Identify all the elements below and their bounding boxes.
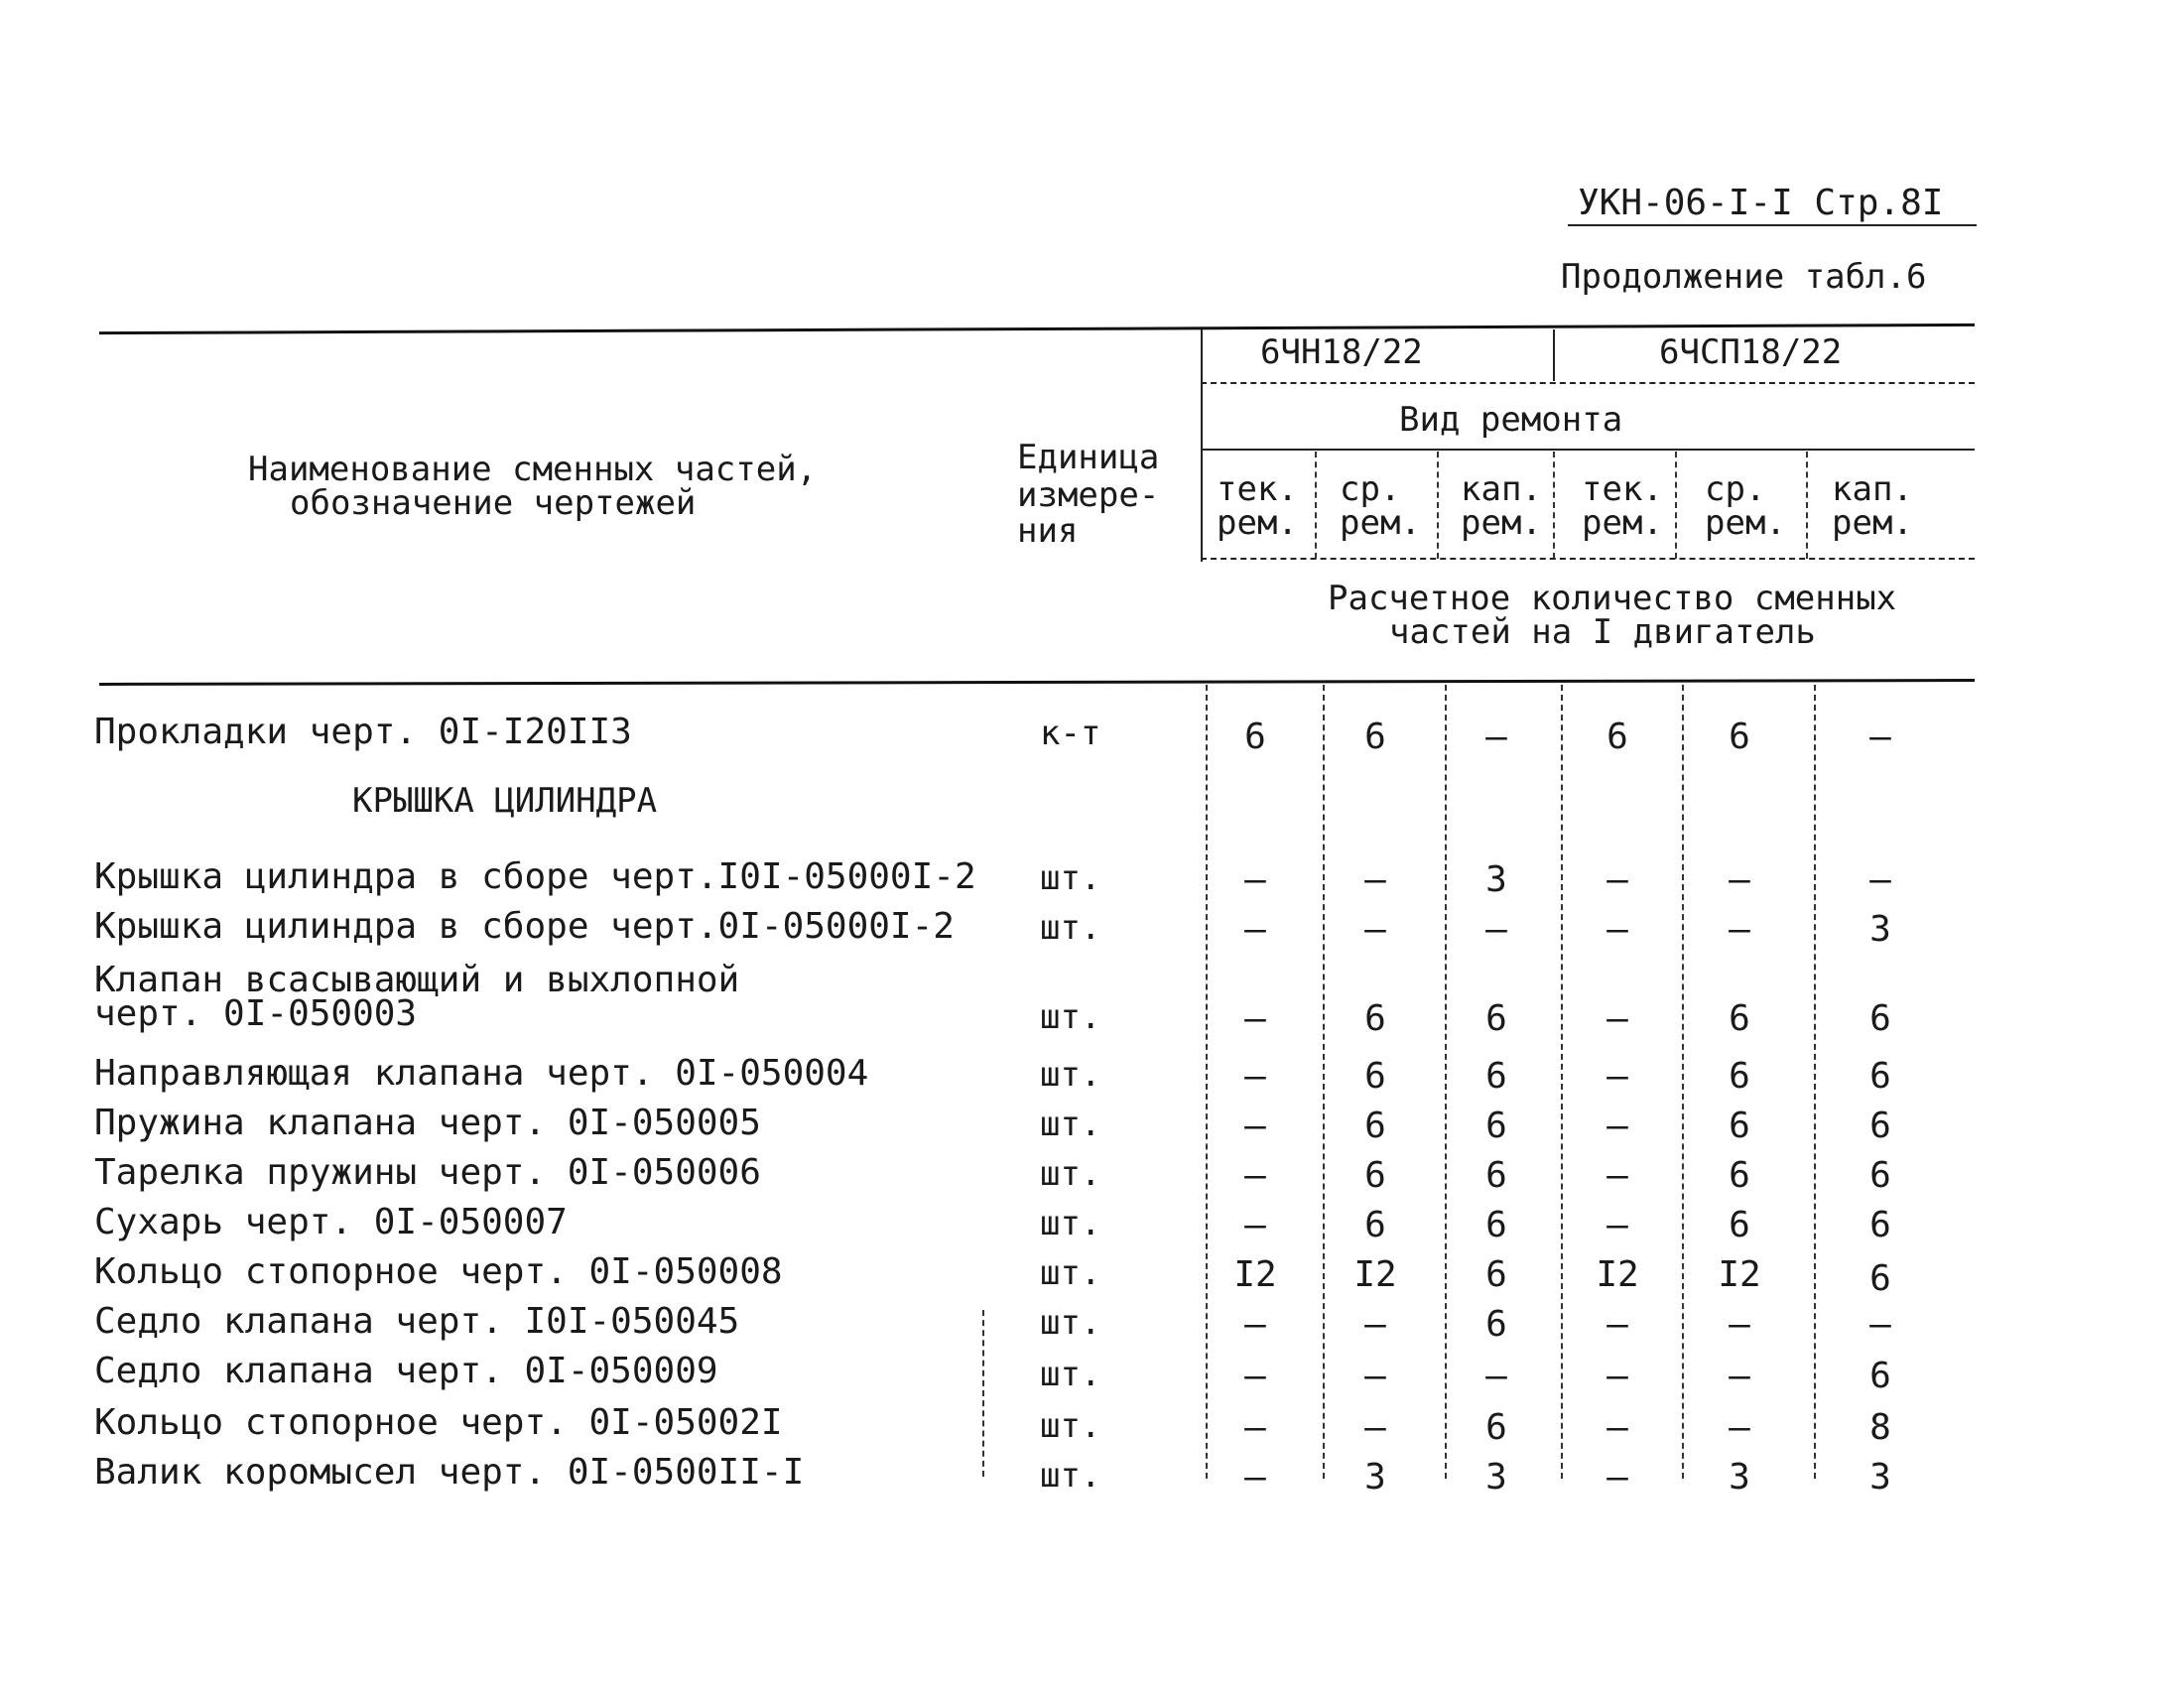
row-name: Прокладки черт. 0I-I20II3 [94,712,632,752]
body-vline-col6 [1814,685,1816,1479]
row-name: Седло клапана черт. 0I-050009 [94,1351,718,1391]
row-value: 6 [1364,1205,1386,1245]
repair-col-2-l2: рем. [1340,503,1421,543]
row-value: – [1869,1304,1891,1345]
head-vline-col6 [1806,452,1808,559]
head-vline-engines-mid [1553,329,1555,381]
row-value: – [1606,1106,1628,1146]
col-name-header-1: Наименование сменных частей, [248,450,818,489]
repair-type-label: Вид ремонта [1399,400,1623,440]
row-unit: шт. [1040,1303,1101,1343]
row-value: 6 [1729,717,1750,757]
row-name: Кольцо стопорное черт. 0I-05002I [94,1402,783,1443]
document-code: УКН-06-I-I Стр.8I [1578,183,1944,223]
repair-col-4-l2: рем. [1582,503,1663,543]
row-unit: к-т [1040,714,1101,753]
row-value: I2 [1718,1254,1761,1295]
repair-col-6-l1: кап. [1832,469,1913,509]
row-value: 6 [1485,1254,1507,1295]
row-value: – [1606,909,1628,950]
row-value: – [1364,1356,1386,1396]
row-value: 6 [1364,1155,1386,1196]
row-value: – [1606,859,1628,900]
head-vline-col5 [1675,452,1677,559]
row-value: 3 [1485,1457,1507,1498]
row-value: 3 [1869,909,1891,950]
row-unit: шт. [1040,1456,1101,1496]
row-value: – [1364,859,1386,900]
repair-col-3-l1: кап. [1461,469,1542,509]
row-value: 6 [1364,1106,1386,1146]
row-value: – [1244,1205,1266,1245]
row-value: 6 [1485,1056,1507,1097]
col-unit-header-3: ния [1017,511,1079,551]
repair-col-2-l1: ср. [1340,469,1401,509]
row-value: – [1244,998,1266,1039]
repair-col-5-l1: ср. [1705,469,1766,509]
row-value: – [1729,1407,1750,1448]
row-value: 6 [1729,1056,1750,1097]
row-value: – [1485,1356,1507,1396]
row-value: 6 [1364,998,1386,1039]
row-value: – [1364,1407,1386,1448]
row-value: 6 [1869,1155,1891,1196]
row-name: Кольцо стопорное черт. 0I-050008 [94,1251,783,1292]
calc-quantity-label-1: Расчетное количество сменных [1328,579,1897,618]
row-name: Седло клапана черт. I0I-050045 [94,1301,740,1342]
row-name: Тарелка пружины черт. 0I-050006 [94,1152,761,1193]
section-title: КРЫШКА ЦИЛИНДРА [352,781,658,821]
row-value: I2 [1596,1254,1639,1295]
row-unit: шт. [1040,1154,1101,1194]
row-value: 3 [1729,1457,1750,1498]
row-value: – [1729,1356,1750,1396]
row-unit: шт. [1040,1055,1101,1095]
row-value: – [1606,1407,1628,1448]
row-value: 6 [1869,1205,1891,1245]
row-value: I2 [1233,1254,1277,1295]
row-value: 6 [1606,717,1628,757]
col-unit-header-2: измере- [1017,475,1160,515]
row-unit: шт. [1040,997,1101,1037]
row-value: 3 [1485,859,1507,900]
row-value: – [1729,1304,1750,1345]
row-name: Клапан всасывающий и выхлопной [94,960,740,1000]
col-unit-header-1: Единица [1017,438,1160,477]
row-value: – [1244,1304,1266,1345]
row-value: 8 [1869,1407,1891,1448]
row-value: – [1244,1356,1266,1396]
row-value: 6 [1869,1258,1891,1299]
row-value: 6 [1869,998,1891,1039]
row-value: – [1606,1356,1628,1396]
repair-col-4-l1: тек. [1582,469,1663,509]
engine-divider-line [1201,382,1975,384]
row-value: 3 [1869,1457,1891,1498]
repair-type-divider-line [1201,449,1975,451]
repair-cols-bottom-line [1201,558,1975,560]
row-value: – [1869,859,1891,900]
row-name: Направляющая клапана черт. 0I-050004 [94,1053,869,1094]
row-value: 6 [1244,717,1266,757]
engine-model-2: 6ЧСП18/22 [1659,332,1843,372]
row-unit: шт. [1040,1355,1101,1394]
row-name: Крышка цилиндра в сборе черт.I0I-05000I-2 [94,856,976,897]
row-unit: шт. [1040,1406,1101,1446]
row-value: – [1244,1056,1266,1097]
row-value: – [1729,909,1750,950]
head-vline-engines-left [1201,329,1203,562]
body-vline-unit [982,1310,984,1477]
row-value: – [1485,909,1507,950]
row-value: – [1364,1304,1386,1345]
row-unit: шт. [1040,1204,1101,1243]
row-value: 6 [1485,1106,1507,1146]
row-value: 6 [1485,1304,1507,1345]
calc-quantity-label-2: частей на I двигатель [1389,612,1816,652]
table-continuation: Продолжение табл.6 [1561,257,1927,297]
row-value: 6 [1869,1356,1891,1396]
repair-col-3-l2: рем. [1461,503,1542,543]
row-value: – [1606,1155,1628,1196]
repair-col-1-l2: рем. [1217,503,1298,543]
row-name: Валик коромысел черт. 0I-0500II-I [94,1452,805,1493]
repair-col-6-l2: рем. [1832,503,1913,543]
repair-col-1-l1: тек. [1217,469,1298,509]
document-code-underline [1568,224,1977,226]
row-value: I2 [1353,1254,1397,1295]
head-vline-col3 [1437,452,1439,559]
row-value: 6 [1364,717,1386,757]
row-value: 6 [1729,1106,1750,1146]
row-unit: шт. [1040,1253,1101,1293]
row-value: – [1244,909,1266,950]
head-vline-col4 [1553,452,1555,559]
row-name-continued: черт. 0I-050003 [94,993,418,1034]
row-value: – [1606,1056,1628,1097]
row-value: – [1244,1407,1266,1448]
row-value: 6 [1729,998,1750,1039]
row-value: 6 [1485,998,1507,1039]
row-unit: шт. [1040,908,1101,948]
row-name: Сухарь черт. 0I-050007 [94,1202,568,1242]
row-value: – [1244,859,1266,900]
engine-model-1: 6ЧН18/22 [1260,332,1423,372]
row-name: Пружина клапана черт. 0I-050005 [94,1103,761,1143]
repair-col-5-l2: рем. [1705,503,1786,543]
row-value: – [1606,1457,1628,1498]
table-head-bottom-rule [99,679,1975,686]
row-value: – [1869,717,1891,757]
row-value: – [1606,1205,1628,1245]
row-value: – [1244,1106,1266,1146]
row-value: 6 [1485,1407,1507,1448]
row-value: – [1364,909,1386,950]
row-value: 6 [1485,1205,1507,1245]
row-value: 6 [1869,1106,1891,1146]
row-value: – [1485,717,1507,757]
row-value: 6 [1729,1155,1750,1196]
row-value: – [1729,859,1750,900]
row-value: 6 [1364,1056,1386,1097]
row-value: – [1606,998,1628,1039]
row-value: 6 [1485,1155,1507,1196]
head-vline-col2 [1315,452,1317,559]
row-unit: шт. [1040,858,1101,898]
row-name: Крышка цилиндра в сборе черт.0I-05000I-2 [94,906,955,947]
row-value: 6 [1729,1205,1750,1245]
row-value: 3 [1364,1457,1386,1498]
col-name-header-2: обозначение чертежей [290,483,697,523]
row-value: – [1606,1304,1628,1345]
row-value: 6 [1869,1056,1891,1097]
row-value: – [1244,1155,1266,1196]
row-unit: шт. [1040,1105,1101,1144]
row-value: – [1244,1457,1266,1498]
